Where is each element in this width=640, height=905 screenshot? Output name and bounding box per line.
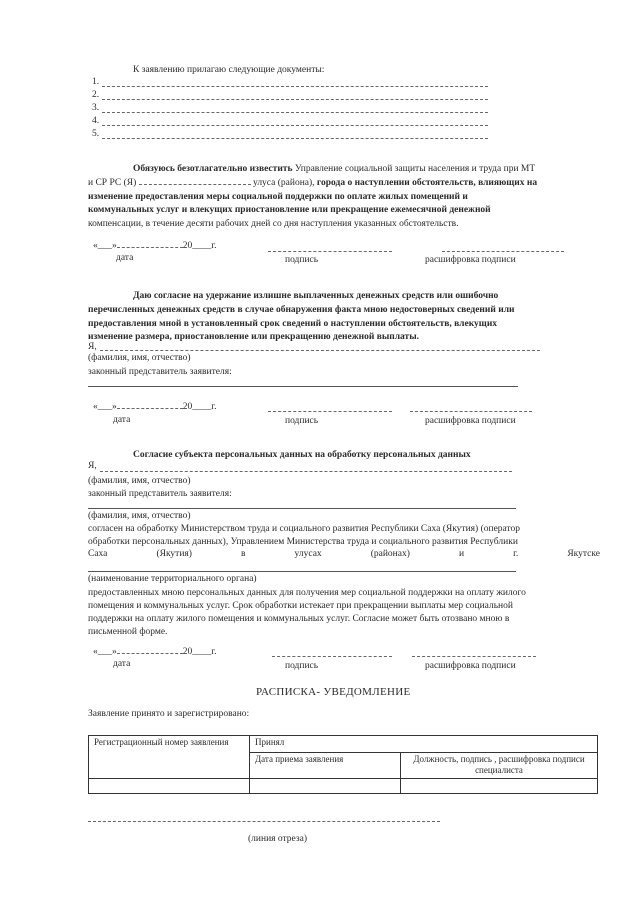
reg-number-header: Регистрационный номер заявления [89, 736, 250, 779]
personal-data-location-line [88, 548, 600, 560]
date-year-1: 20____г. [182, 241, 217, 251]
date-field-1[interactable] [93, 240, 216, 252]
date-field-2[interactable] [93, 401, 216, 413]
date-month-blank-2[interactable] [117, 408, 183, 409]
attachment-blank[interactable] [102, 112, 488, 113]
personal-data-rep: законный представитель заявителя: [88, 489, 232, 499]
loc-word: Якутске [567, 549, 600, 559]
obligation-line-2-a: и СР РС (Я) [88, 178, 139, 188]
obligation-line-2-c: города о наступлении обстоятельств, влияющих на [316, 178, 538, 188]
decode-blank-2[interactable] [410, 411, 532, 412]
personal-data-consent-line-2: обработки персональных данных), Управлением Министерства труда и социального развития Республики [88, 537, 518, 547]
receipt-registered: Заявление принято и зарегистрировано: [88, 709, 250, 719]
personal-data-i: Я, [88, 461, 97, 471]
sign-caption-1: подпись [285, 255, 319, 265]
territorial-org-blank[interactable] [88, 571, 516, 572]
attachment-blank[interactable] [102, 125, 488, 126]
loc-word: Саха [88, 549, 108, 559]
consent-withhold-rep-blank[interactable] [88, 386, 518, 387]
date-caption-3: дата [113, 659, 131, 669]
consent-withhold-line-2: перечисленных денежных средств в случае обнаружения факта мною недостоверных сведений или [88, 305, 515, 315]
date-field-3[interactable] [93, 646, 216, 658]
obligation-line-1 [133, 163, 535, 175]
receipt-title: РАСПИСКА- УВЕДОМЛЕНИЕ [256, 686, 411, 698]
decode-blank-1[interactable] [442, 251, 564, 252]
loc-word: (Якутия) [156, 549, 192, 559]
registration-table [88, 735, 598, 794]
attachment-blank[interactable] [102, 86, 488, 87]
personal-data-provided-3: поддержки на оплату жилого помещения и коммунальных услуг. Согласие может быть отозвано мною в [88, 614, 510, 624]
attachment-blank[interactable] [102, 138, 488, 139]
loc-word: и [458, 549, 465, 559]
obligation-rest: Управление социальной защиты населения и труда при МТ [292, 164, 536, 174]
date-day-1: «___» [93, 241, 117, 251]
decode-blank-3[interactable] [412, 656, 536, 657]
position-sign-cell[interactable] [401, 779, 598, 794]
attachment-number: 4. [92, 116, 100, 126]
obligation-line-2 [88, 177, 600, 189]
decode-caption-3: расшифровка подписи [425, 661, 516, 671]
table-row [89, 736, 598, 753]
attachment-number: 1. [92, 77, 100, 87]
date-year-2: 20____г. [182, 402, 217, 412]
date-received-cell[interactable] [250, 779, 401, 794]
attachment-number: 2. [92, 90, 100, 100]
consent-withhold-line-4: изменение размера, приостановление или прекращению денежной выплаты. [88, 332, 420, 342]
consent-withhold-line-1: Даю согласие на удержание излишне выплаченных денежных средств или ошибочно [133, 291, 499, 301]
attachment-number: 3. [92, 103, 100, 113]
date-month-blank-1[interactable] [117, 247, 183, 248]
signature-blank-3[interactable] [272, 656, 392, 657]
sign-caption-2: подпись [285, 416, 319, 426]
loc-word: улусах [294, 549, 322, 559]
obligation-prefix: Обязуюсь безотлагательно известить [133, 164, 293, 174]
date-month-blank-3[interactable] [117, 653, 183, 654]
personal-data-fio: (фамилия, имя, отчество) [88, 476, 191, 486]
personal-data-rep-blank[interactable] [88, 508, 516, 509]
decode-caption-1: расшифровка подписи [425, 255, 516, 265]
loc-word: (районах) [370, 549, 410, 559]
attachments-intro: К заявлению прилагаю следующие документы: [133, 65, 325, 75]
obligation-line-3: изменение предоставления меры социальной поддержки по оплате жилых помещений и [88, 192, 468, 202]
consent-withhold-i: Я, [88, 342, 97, 352]
personal-data-title: Согласие субъекта персональных данных на обработку персональных данных [133, 450, 471, 460]
personal-data-org-label: (наименование территориального органа) [88, 574, 257, 584]
personal-data-name-blank[interactable] [100, 471, 512, 472]
personal-data-provided-4: письменной форме. [88, 627, 168, 637]
cut-line [88, 821, 440, 822]
date-caption-2: дата [113, 415, 131, 425]
sign-caption-3: подпись [285, 661, 319, 671]
table-row [89, 779, 598, 794]
obligation-line-4: коммунальных услуг и влекущих приостановление или прекращение ежемесячной денежной [88, 205, 491, 215]
signature-blank-2[interactable] [268, 411, 392, 412]
cut-line-label: (линия отреза) [248, 834, 308, 844]
attachment-number: 5. [92, 129, 100, 139]
date-caption-1: дата [116, 253, 134, 263]
personal-data-provided-1: предоставленных мною персональных данных для получения мер социальной поддержки на оплату жилого [88, 588, 526, 598]
reg-number-cell[interactable] [89, 779, 250, 794]
consent-withhold-rep: законный представитель заявителя: [88, 367, 232, 377]
date-day-2: «___» [93, 402, 117, 412]
date-received-header: Дата приема заявления [250, 753, 401, 779]
personal-data-consent-line-1: согласен на обработку Министерством труда и социального развития Республики Саха (Якутия) (оператор [88, 524, 521, 534]
personal-data-provided-2: помещения и коммунальных услуг. Срок обработки истекает при прекращении выплаты мер социальной [88, 601, 513, 611]
consent-withhold-fio: (фамилия, имя, отчество) [88, 353, 191, 363]
consent-withhold-name-blank[interactable] [100, 350, 540, 351]
decode-caption-2: расшифровка подписи [425, 416, 516, 426]
date-year-3: 20____г. [182, 647, 217, 657]
obligation-line-5: компенсации, в течение десяти рабочих дней со дня наступления указанных обстоятельств. [88, 219, 459, 229]
signature-blank-1[interactable] [268, 251, 392, 252]
consent-withhold-line-3: предоставления мной в установленный срок сведений о наступлении обстоятельств, влекущих [88, 319, 498, 329]
loc-word: г. [513, 549, 519, 559]
date-day-3: «___» [93, 647, 117, 657]
district-blank[interactable] [139, 184, 251, 185]
attachment-blank[interactable] [102, 99, 488, 100]
position-sign-header: Должность, подпись , расшифровка подписи специалиста [401, 753, 598, 779]
accepted-header: Принял [250, 736, 598, 753]
loc-word: в [241, 549, 246, 559]
obligation-line-2-b: улуса (района), [250, 178, 317, 188]
personal-data-fio-2: (фамилия, имя, отчество) [88, 511, 191, 521]
